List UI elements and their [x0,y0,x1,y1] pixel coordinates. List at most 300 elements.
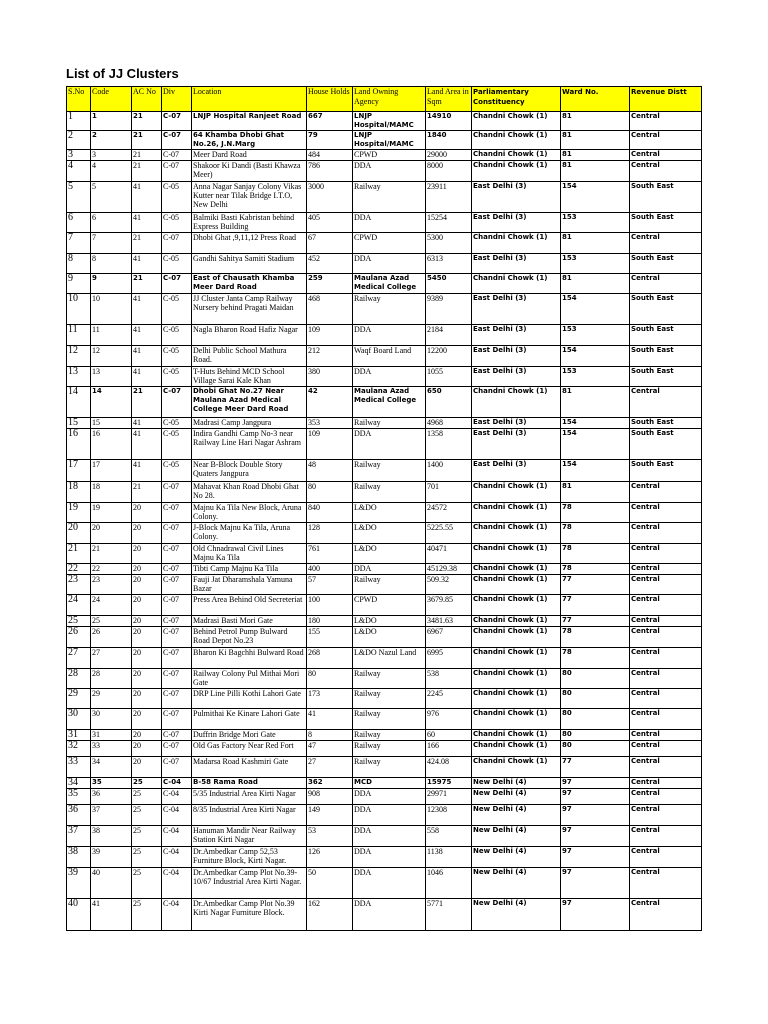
cell-land-owning-agency: Railway [353,689,426,709]
cell-ward-no: 153 [561,254,630,274]
cell-house-holds: 452 [307,254,353,274]
cell-house-holds: 212 [307,346,353,367]
cell-code: 15 [91,418,132,429]
cell-house-holds: 400 [307,564,353,575]
cell-revenue-distt: Central [630,730,702,741]
cell-ward-no: 81 [561,161,630,182]
cell-revenue-distt: Central [630,741,702,757]
cell-ward-no: 154 [561,182,630,213]
cell-location: Behind Petrol Pump Bulward Road Depot No.23 [192,627,307,648]
cell-revenue-distt: South East [630,254,702,274]
cell-house-holds: 667 [307,112,353,131]
cell-parliamentary-constituency: East Delhi (3) [472,213,561,233]
cell-sno: 7 [67,233,91,254]
cell-ac-no: 20 [132,730,162,741]
cell-div: C-07 [162,595,192,616]
cell-ac-no: 20 [132,616,162,627]
cell-sno: 38 [67,847,91,868]
cell-div: C-04 [162,805,192,826]
cell-parliamentary-constituency: East Delhi (3) [472,460,561,482]
cell-sno: 37 [67,826,91,847]
cell-sno: 23 [67,575,91,595]
cell-revenue-distt: Central [630,575,702,595]
cell-location: Anna Nagar Sanjay Colony Vikas Kutter near Tilak Bridge I.T.O, New Delhi [192,182,307,213]
cell-land-owning-agency: DDA [353,325,426,346]
cell-revenue-distt: Central [630,387,702,418]
cell-revenue-distt: Central [630,131,702,150]
header-house-holds: House Holds [307,87,353,112]
cell-house-holds: 80 [307,482,353,503]
cell-revenue-distt: Central [630,564,702,575]
cell-house-holds: 48 [307,460,353,482]
cell-code: 14 [91,387,132,418]
cell-house-holds: 47 [307,741,353,757]
cell-sno: 22 [67,564,91,575]
cell-revenue-distt: Central [630,868,702,899]
cell-revenue-distt: Central [630,627,702,648]
cell-ac-no: 41 [132,460,162,482]
cell-ward-no: 97 [561,805,630,826]
cell-code: 4 [91,161,132,182]
cell-location: Meer Dard Road [192,150,307,161]
cell-code: 21 [91,544,132,564]
cell-revenue-distt: Central [630,847,702,868]
cell-house-holds: 180 [307,616,353,627]
cell-ac-no: 20 [132,627,162,648]
cell-code: 41 [91,899,132,931]
cell-div: C-07 [162,161,192,182]
cell-ward-no: 77 [561,595,630,616]
cell-land-owning-agency: DDA [353,429,426,460]
table-row [67,805,702,826]
cell-div: C-05 [162,367,192,387]
cell-parliamentary-constituency: Chandni Chowk (1) [472,627,561,648]
cell-land-owning-agency: L&DO [353,523,426,544]
cell-land-area: 1400 [426,460,472,482]
cell-ac-no: 41 [132,429,162,460]
cell-land-area: 1840 [426,131,472,150]
cell-land-owning-agency: L&DO [353,544,426,564]
cell-code: 24 [91,595,132,616]
cell-ward-no: 154 [561,418,630,429]
cell-ac-no: 41 [132,325,162,346]
cell-sno: 13 [67,367,91,387]
cell-house-holds: 53 [307,826,353,847]
cell-land-area: 29971 [426,789,472,805]
table-row [67,274,702,294]
cell-location: J-Block Majnu Ka Tila, Aruna Colony. [192,523,307,544]
cell-ac-no: 20 [132,709,162,730]
cell-code: 6 [91,213,132,233]
cell-land-area: 3481.63 [426,616,472,627]
cell-revenue-distt: South East [630,418,702,429]
cell-revenue-distt: Central [630,523,702,544]
table-row [67,868,702,899]
cell-parliamentary-constituency: New Delhi (4) [472,847,561,868]
cell-ac-no: 25 [132,778,162,789]
cell-location: Indira Gandhi Camp No-3 near Railway Line Hari Nagar Ashram [192,429,307,460]
cell-sno: 31 [67,730,91,741]
cell-land-area: 2184 [426,325,472,346]
cell-land-owning-agency: Railway [353,709,426,730]
cell-revenue-distt: South East [630,182,702,213]
cell-div: C-07 [162,564,192,575]
cell-ac-no: 25 [132,805,162,826]
cell-land-owning-agency: CPWD [353,595,426,616]
cell-revenue-distt: Central [630,274,702,294]
cell-parliamentary-constituency: Chandni Chowk (1) [472,112,561,131]
cell-ward-no: 78 [561,523,630,544]
table-row [67,778,702,789]
table-row [67,789,702,805]
cell-house-holds: 162 [307,899,353,931]
cell-land-area: 558 [426,826,472,847]
cell-revenue-distt: Central [630,544,702,564]
cell-ac-no: 20 [132,689,162,709]
cell-house-holds: 173 [307,689,353,709]
cell-div: C-07 [162,233,192,254]
cell-land-owning-agency: Railway [353,294,426,325]
cell-land-area: 14910 [426,112,472,131]
cell-location: Bharon Ki Bagchhi Bulward Road [192,648,307,669]
cell-sno: 4 [67,161,91,182]
cell-land-area: 12308 [426,805,472,826]
cell-house-holds: 109 [307,325,353,346]
cell-ward-no: 78 [561,503,630,523]
cell-land-owning-agency: CPWD [353,150,426,161]
cell-land-area: 60 [426,730,472,741]
cell-ac-no: 21 [132,274,162,294]
cell-code: 38 [91,826,132,847]
cell-sno: 5 [67,182,91,213]
table-row [67,346,702,367]
cell-ac-no: 41 [132,182,162,213]
cell-div: C-07 [162,627,192,648]
cell-ac-no: 20 [132,595,162,616]
cell-revenue-distt: Central [630,482,702,503]
cell-revenue-distt: Central [630,899,702,931]
cell-location: Dr.Ambedkar Camp 52,53 Furniture Block, Kirti Nagar. [192,847,307,868]
cell-location: Duffrin Bridge Mori Gate [192,730,307,741]
cell-location: Majnu Ka Tila New Block, Aruna Colony. [192,503,307,523]
cell-parliamentary-constituency: East Delhi (3) [472,325,561,346]
cell-ward-no: 80 [561,741,630,757]
cell-sno: 2 [67,131,91,150]
cell-div: C-05 [162,325,192,346]
table-row [67,899,702,931]
table-row [67,233,702,254]
cell-land-area: 701 [426,482,472,503]
cell-ward-no: 154 [561,460,630,482]
cell-code: 36 [91,789,132,805]
table-row [67,161,702,182]
cell-ac-no: 21 [132,161,162,182]
cell-div: C-07 [162,482,192,503]
cell-location: Madrasi Camp Jangpura [192,418,307,429]
table-row [67,182,702,213]
table-row [67,689,702,709]
cell-div: C-07 [162,523,192,544]
cell-ac-no: 20 [132,564,162,575]
cell-ward-no: 81 [561,150,630,161]
cell-ward-no: 154 [561,294,630,325]
cell-code: 29 [91,689,132,709]
cell-parliamentary-constituency: New Delhi (4) [472,899,561,931]
cell-code: 12 [91,346,132,367]
cell-location: Dr.Ambedkar Camp Plot No.39 Kirti Nagar Furniture Block. [192,899,307,931]
cell-parliamentary-constituency: Chandni Chowk (1) [472,564,561,575]
cell-sno: 20 [67,523,91,544]
cell-revenue-distt: South East [630,213,702,233]
cell-code: 27 [91,648,132,669]
cell-sno: 32 [67,741,91,757]
cell-sno: 9 [67,274,91,294]
cell-parliamentary-constituency: Chandni Chowk (1) [472,595,561,616]
header-location: Location [192,87,307,112]
cell-land-area: 1138 [426,847,472,868]
cell-land-owning-agency: DDA [353,254,426,274]
cell-house-holds: 126 [307,847,353,868]
cell-sno: 39 [67,868,91,899]
cell-land-area: 6967 [426,627,472,648]
cell-land-area: 5450 [426,274,472,294]
cell-ac-no: 21 [132,233,162,254]
cell-div: C-04 [162,847,192,868]
cell-land-owning-agency: Railway [353,669,426,689]
cell-revenue-distt: Central [630,805,702,826]
cell-sno: 25 [67,616,91,627]
cell-ac-no: 20 [132,757,162,778]
cell-location: Old Chnadrawal Civil Lines Majnu Ka Tila [192,544,307,564]
cell-land-owning-agency: DDA [353,847,426,868]
cell-house-holds: 50 [307,868,353,899]
cell-house-holds: 405 [307,213,353,233]
table-row [67,741,702,757]
cell-land-owning-agency: L&DO [353,503,426,523]
cell-house-holds: 41 [307,709,353,730]
cell-parliamentary-constituency: East Delhi (3) [472,182,561,213]
cell-location: Dr.Ambedkar Camp Plot No.39-10/67 Industrial Area Kirti Nagar. [192,868,307,899]
cell-ward-no: 78 [561,648,630,669]
cell-ward-no: 153 [561,213,630,233]
cell-location: Delhi Public School Mathura Road. [192,346,307,367]
cell-house-holds: 79 [307,131,353,150]
cell-div: C-07 [162,689,192,709]
cell-house-holds: 3000 [307,182,353,213]
cell-revenue-distt: South East [630,429,702,460]
page-title: List of JJ Clusters [66,66,179,81]
cell-ac-no: 41 [132,346,162,367]
cell-code: 13 [91,367,132,387]
cell-house-holds: 362 [307,778,353,789]
cell-revenue-distt: Central [630,503,702,523]
cell-ward-no: 77 [561,616,630,627]
cell-ac-no: 20 [132,503,162,523]
table-row [67,669,702,689]
cell-house-holds: 259 [307,274,353,294]
table-body [67,112,702,931]
cell-house-holds: 761 [307,544,353,564]
cell-ward-no: 80 [561,689,630,709]
cell-sno: 35 [67,789,91,805]
cell-land-area: 12200 [426,346,472,367]
table-row [67,826,702,847]
cell-ward-no: 80 [561,709,630,730]
cell-location: 64 Khamba Dhobi Ghat No.26, J.N.Marg [192,131,307,150]
cell-house-holds: 353 [307,418,353,429]
cell-land-owning-agency: DDA [353,161,426,182]
cell-sno: 6 [67,213,91,233]
cell-land-area: 4968 [426,418,472,429]
cell-land-area: 650 [426,387,472,418]
cell-land-area: 509.32 [426,575,472,595]
cell-sno: 17 [67,460,91,482]
cell-ward-no: 97 [561,868,630,899]
cell-parliamentary-constituency: New Delhi (4) [472,805,561,826]
cell-code: 20 [91,523,132,544]
cell-ac-no: 20 [132,523,162,544]
cell-house-holds: 840 [307,503,353,523]
table-row [67,213,702,233]
cell-land-area: 9389 [426,294,472,325]
cell-land-area: 15975 [426,778,472,789]
cell-code: 5 [91,182,132,213]
cell-ward-no: 81 [561,131,630,150]
cell-ward-no: 154 [561,346,630,367]
cell-location: Railway Colony Pul Mithai Mori Gate [192,669,307,689]
cell-parliamentary-constituency: Chandni Chowk (1) [472,523,561,544]
table-row [67,150,702,161]
cell-sno: 27 [67,648,91,669]
cell-land-area: 24572 [426,503,472,523]
cell-revenue-distt: South East [630,294,702,325]
cell-parliamentary-constituency: New Delhi (4) [472,789,561,805]
cell-ac-no: 41 [132,254,162,274]
cell-land-owning-agency: L&DO Nazul Land [353,648,426,669]
cell-sno: 1 [67,112,91,131]
cell-revenue-distt: Central [630,112,702,131]
cell-revenue-distt: South East [630,367,702,387]
cell-sno: 15 [67,418,91,429]
header-parliamentary-constituency: Parliamentary Constituency [472,87,561,112]
cell-location: Gandhi Sahitya Samiti Stadium [192,254,307,274]
cell-code: 16 [91,429,132,460]
cell-div: C-07 [162,741,192,757]
cell-ward-no: 97 [561,789,630,805]
cell-house-holds: 380 [307,367,353,387]
cell-land-owning-agency: MCD [353,778,426,789]
table-row [67,367,702,387]
cell-sno: 21 [67,544,91,564]
cell-code: 37 [91,805,132,826]
table-row [67,595,702,616]
cell-land-owning-agency: DDA [353,826,426,847]
cell-code: 7 [91,233,132,254]
cell-land-area: 45129.38 [426,564,472,575]
cell-parliamentary-constituency: Chandni Chowk (1) [472,161,561,182]
cell-land-area: 538 [426,669,472,689]
cell-land-owning-agency: Railway [353,418,426,429]
cell-div: C-07 [162,730,192,741]
cell-sno: 24 [67,595,91,616]
cell-ward-no: 78 [561,627,630,648]
cell-code: 8 [91,254,132,274]
cell-parliamentary-constituency: Chandni Chowk (1) [472,669,561,689]
cell-ac-no: 25 [132,789,162,805]
cell-parliamentary-constituency: New Delhi (4) [472,826,561,847]
cell-parliamentary-constituency: New Delhi (4) [472,778,561,789]
table-row [67,482,702,503]
cell-ward-no: 97 [561,826,630,847]
cell-land-owning-agency: Railway [353,741,426,757]
cell-div: C-05 [162,213,192,233]
cell-parliamentary-constituency: Chandni Chowk (1) [472,730,561,741]
cell-sno: 29 [67,689,91,709]
cell-location: Pulmithai Ke Kinare Lahori Gate [192,709,307,730]
header-div: Div [162,87,192,112]
cell-house-holds: 155 [307,627,353,648]
cell-house-holds: 128 [307,523,353,544]
cell-revenue-distt: Central [630,595,702,616]
cell-revenue-distt: Central [630,150,702,161]
cell-div: C-05 [162,460,192,482]
cell-location: Hanuman Mandir Near Railway Station Kirti Nagar [192,826,307,847]
cell-land-owning-agency: Railway [353,482,426,503]
cell-div: C-07 [162,131,192,150]
cell-ward-no: 78 [561,564,630,575]
cell-land-area: 15254 [426,213,472,233]
cell-sno: 18 [67,482,91,503]
table-row [67,648,702,669]
cell-location: Near B-Block Double Story Quaters Jangpura [192,460,307,482]
table-row [67,616,702,627]
cell-house-holds: 80 [307,669,353,689]
cell-sno: 8 [67,254,91,274]
cell-code: 40 [91,868,132,899]
cell-land-owning-agency: CPWD [353,233,426,254]
cell-location: T-Huts Behind MCD School Village Sarai Kale Khan [192,367,307,387]
cell-location: Shakoor Ki Dandi (Basti Khawza Meer) [192,161,307,182]
cell-div: C-04 [162,899,192,931]
cell-house-holds: 468 [307,294,353,325]
cell-parliamentary-constituency: Chandni Chowk (1) [472,544,561,564]
cell-ac-no: 41 [132,213,162,233]
table-row [67,387,702,418]
cell-location: Dhobi Ghat No.27 Near Maulana Azad Medical College Meer Dard Road [192,387,307,418]
cell-sno: 10 [67,294,91,325]
cell-revenue-distt: Central [630,778,702,789]
cell-parliamentary-constituency: New Delhi (4) [472,868,561,899]
cell-house-holds: 908 [307,789,353,805]
cell-sno: 16 [67,429,91,460]
cell-house-holds: 149 [307,805,353,826]
table-row [67,627,702,648]
cell-land-owning-agency: L&DO [353,616,426,627]
cell-ac-no: 20 [132,741,162,757]
cell-location: Dhobi Ghat ,9,11,12 Press Road [192,233,307,254]
cell-house-holds: 100 [307,595,353,616]
table-row [67,254,702,274]
cell-div: C-07 [162,709,192,730]
cell-code: 2 [91,131,132,150]
cell-code: 22 [91,564,132,575]
cell-code: 23 [91,575,132,595]
cell-revenue-distt: South East [630,460,702,482]
cell-land-area: 40471 [426,544,472,564]
cell-div: C-07 [162,274,192,294]
cell-parliamentary-constituency: Chandni Chowk (1) [472,648,561,669]
cell-revenue-distt: South East [630,346,702,367]
